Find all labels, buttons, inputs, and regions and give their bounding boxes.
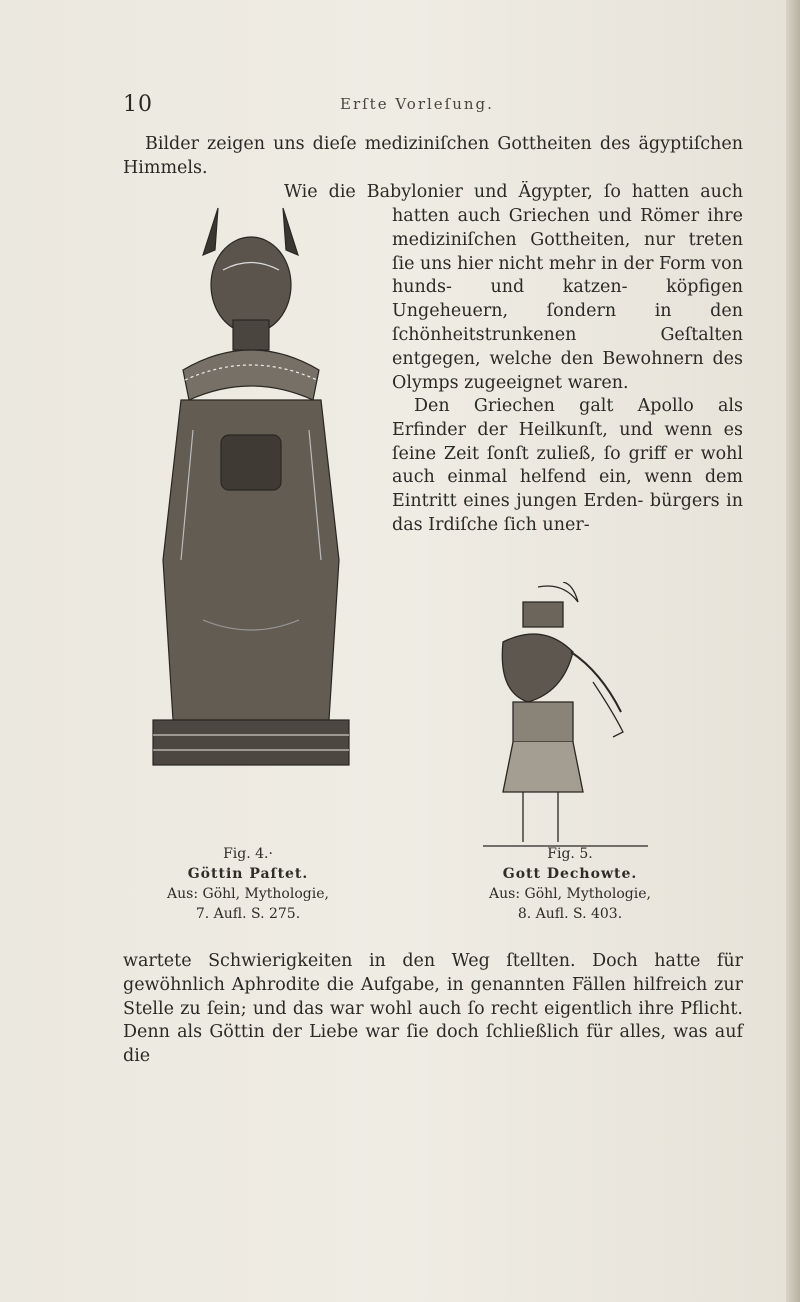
- figure-4-title: Göttin Paſtet.: [187, 866, 309, 882]
- figure-4-caption: [123, 844, 373, 924]
- figure-4-number: Fig. 4.·: [223, 846, 273, 862]
- figure-4-edition: 7. Aufl. S. 275.: [195, 906, 301, 922]
- running-title: Erſte Vorleſung.: [340, 95, 494, 113]
- figure-4-illustration: [123, 200, 373, 775]
- figure-5-number: Fig. 5.: [547, 846, 593, 862]
- paragraph-intro: Bilder zeigen uns dieſe mediziniſchen Gottheiten des ägyptiſchen Himmels.: [123, 134, 743, 178]
- page-spine-shadow: [786, 0, 800, 1302]
- figure-5-edition: 8. Aufl. S. 403.: [517, 906, 623, 922]
- figure-4-source: Aus: Göhl, Mythologie,: [167, 886, 329, 902]
- paragraph-apollo: Den Griechen galt Apollo als Erfinder der Heilkunſt, und wenn es ſeine Zeit ſonſt zuließ, ſo griff er wohl auch einmal helfend ein, wenn dem Eintritt eines jungen Erden- bürgers in das Irdiſche ſich uner-: [392, 396, 743, 535]
- paragraph-aphrodite: wartete Schwierigkeiten in den Weg ſtellten. Doch hatte für gewöhnlich Aphrodite die Aufgabe, in genannten Fällen hilfreich zur Stelle zu ſein; und das war wohl auch ſo recht eigentlich ihre Pflicht. Denn als Göttin der Liebe war ſie doch ſchließlich für alles, was auf die: [123, 951, 743, 1067]
- figure-5-illustration: [483, 582, 648, 847]
- figure-5-title: Gott Dechowte.: [502, 866, 638, 882]
- figure-5-source: Aus: Göhl, Mythologie,: [489, 886, 651, 902]
- figure-5-caption: [470, 844, 670, 924]
- paragraph-gods-text: hatten auch Griechen und Römer ihre mediziniſchen Gottheiten, nur treten ſie uns hier nicht mehr in der Form von hunds- und katzen- köpfigen Ungeheuern, ſondern in den ſchönheitstrunkenen Geſtalten entgegen, welche den Bewohnern des Olymps zugeeignet waren.: [392, 206, 743, 393]
- paragraph-gods-wrapped: Wie die Babylonier und Ägypter, ſo hatten auch: [284, 182, 743, 202]
- paragraph-gods-continued: [392, 205, 743, 395]
- page-number: 10: [123, 92, 153, 117]
